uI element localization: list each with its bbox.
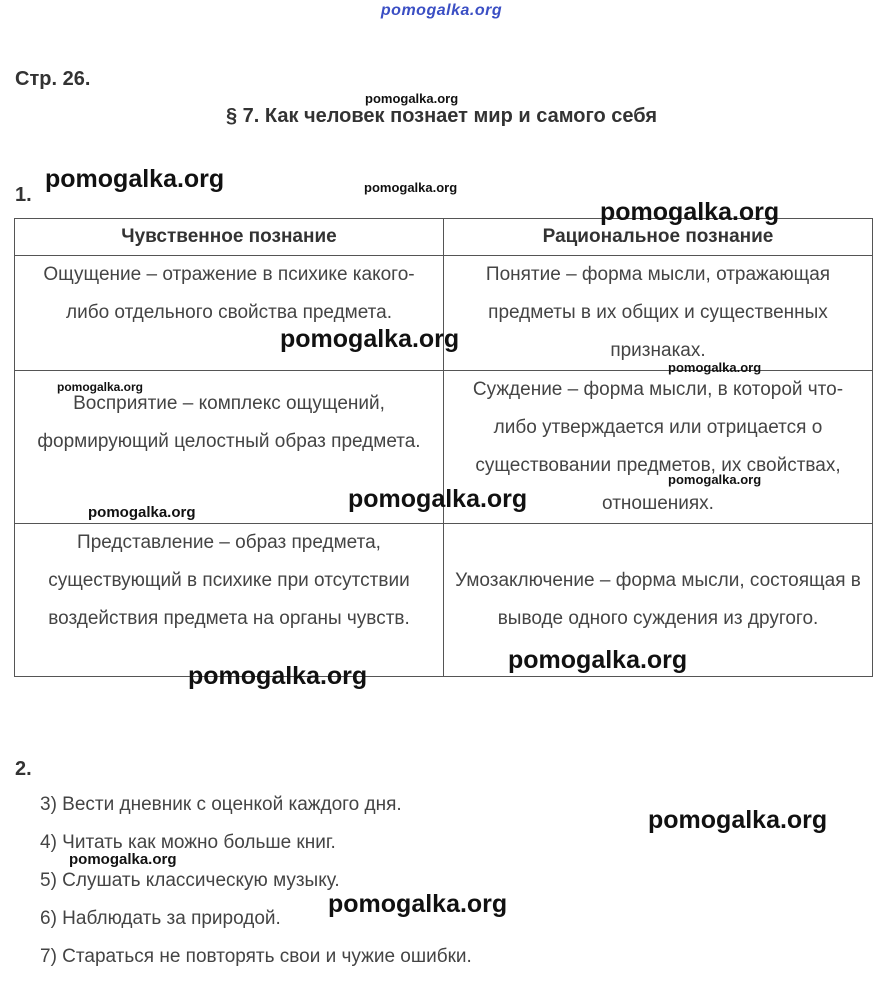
watermark: pomogalka.org	[668, 472, 762, 487]
task-2-list	[40, 789, 472, 979]
watermark: pomogalka.org	[45, 165, 225, 193]
watermark: pomogalka.org	[188, 662, 368, 690]
watermark: pomogalka.org	[88, 504, 196, 521]
list-item: 4) Читать как можно больше книг.	[40, 832, 336, 853]
list-item: 7) Стараться не повторять свои и чужие ошибки.	[40, 946, 472, 967]
table-cell: Восприятие – комплекс ощущений, формирующий целостный образ предмета.	[15, 371, 444, 524]
watermark: pomogalka.org	[648, 806, 828, 834]
top-watermark: pomogalka.org	[380, 2, 503, 19]
watermark: pomogalka.org	[69, 851, 177, 868]
table-cell: Суждение – форма мысли, в которой что-либо утверждается или отрицается о существовании предметов, их свойствах, отношениях.	[444, 371, 873, 524]
table-row	[15, 524, 873, 677]
table-cell: Ощущение – отражение в психике какого-либо отдельного свойства предмета.	[15, 256, 444, 371]
watermark: pomogalka.org	[364, 180, 458, 195]
watermark: pomogalka.org	[328, 890, 508, 918]
page-number: Стр. 26.	[15, 68, 91, 90]
table-cell: Умозаключение – форма мысли, состоящая в выводе одного суждения из другого.	[444, 524, 873, 677]
watermark: pomogalka.org	[508, 646, 688, 674]
section-title: § 7. Как человек познает мир и самого себя	[225, 105, 658, 127]
watermark: pomogalka.org	[365, 91, 459, 106]
watermark: pomogalka.org	[280, 325, 460, 353]
watermark: pomogalka.org	[348, 485, 528, 513]
header-rational: Рациональное познание	[444, 219, 873, 256]
watermark: pomogalka.org	[668, 360, 762, 375]
watermark: pomogalka.org	[600, 198, 780, 226]
header-sensory: Чувственное познание	[15, 219, 444, 256]
task-1-number: 1.	[15, 184, 32, 206]
list-item: 5) Слушать классическую музыку.	[40, 870, 340, 891]
task-2-number: 2.	[15, 758, 32, 780]
table-cell: Представление – образ предмета, существующий в психике при отсутствии воздействия предмета на органы чувств.	[15, 524, 444, 677]
table-cell: Понятие – форма мысли, отражающая предметы в их общих и существенных признаках.	[444, 256, 873, 371]
list-item: 6) Наблюдать за природой.	[40, 908, 281, 929]
cognition-table	[14, 218, 873, 677]
list-item: 3) Вести дневник с оценкой каждого дня.	[40, 794, 402, 815]
watermark: pomogalka.org	[57, 380, 144, 394]
